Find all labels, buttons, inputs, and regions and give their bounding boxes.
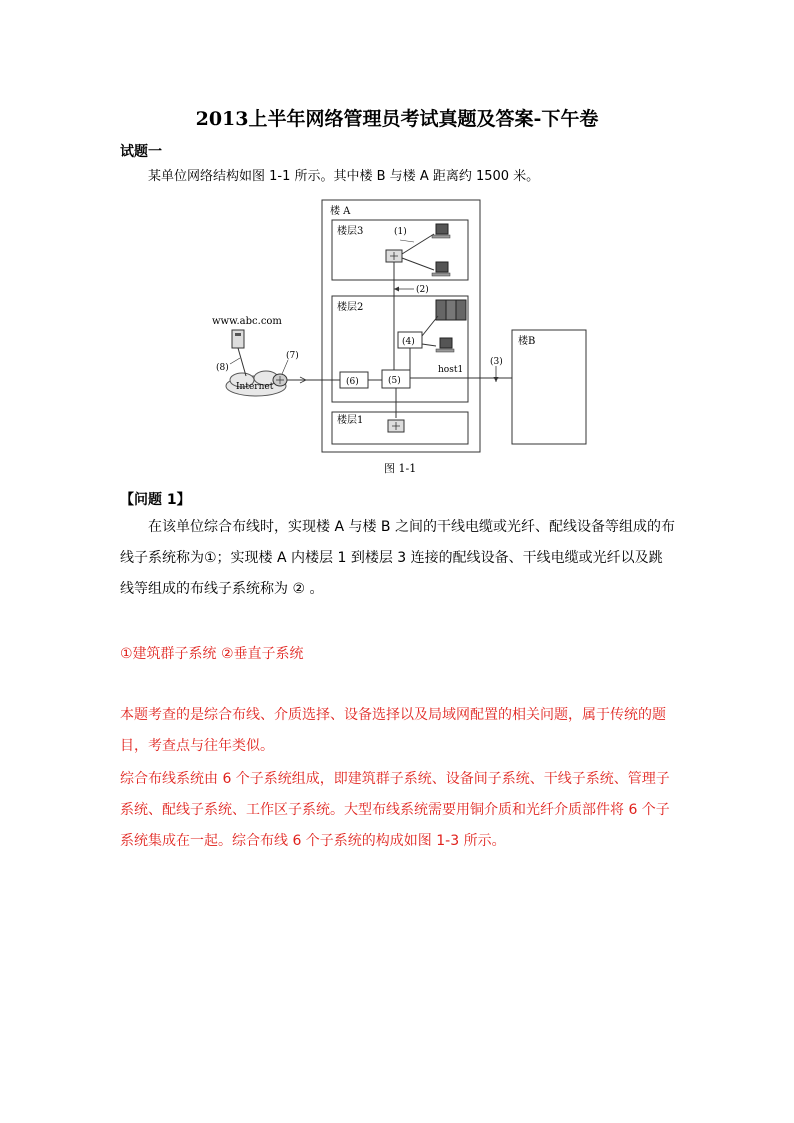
web-server-icon [232,330,244,348]
host1-label: host1 [438,365,464,375]
network-diagram [200,192,610,482]
answer-text: ①建筑群子系统 ②垂直子系统 [120,646,304,662]
marker-1: (1) [394,227,407,237]
question-label: 【问题 1】 [120,492,191,508]
floor1-label: 楼层1 [337,415,364,426]
document-title: 2013上半年网络管理员考试真题及答案-下午卷 [195,108,599,130]
question-text: 在该单位综合布线时，实现楼 A 与楼 B 之间的干线电缆或光纤、配线设备等组成的布线子系统称为①；实现楼 A 内楼层 1 到楼层 3 连接的配线设备、干线电缆或光纤以及跳线等组成的布线子系统称为 ② 。 [120,519,675,597]
intro-text: 某单位网络结构如图 1-1 所示。其中楼 B 与楼 A 距离约 1500 米。 [148,169,540,184]
marker-3: (3) [490,357,503,367]
building-a-label: 楼 A [330,206,351,217]
router-icon [273,374,287,386]
floor2-label: 楼层2 [337,302,364,313]
marker-6: (6) [346,377,359,387]
host1-pc-icon [436,338,454,352]
floor3-switch-icon [386,250,402,262]
building-b-box [512,330,586,444]
floor1-switch-icon [388,420,404,432]
marker-7: (7) [286,351,299,361]
marker-8: (8) [216,363,229,373]
marker-4: (4) [402,337,415,347]
building-b-label: 楼B [518,336,536,347]
explanation-paragraph-2: 综合布线系统由 6 个子系统组成，即建筑群子系统、设备间子系统、干线子系统、管理子系统、配线子系统、工作区子系统。大型布线系统需要用铜介质和光纤介质部件将 6 个子系统集成在一起。综合布线 6 个子系统的构成如图 1-3 所示。 [120,771,670,849]
marker-5: (5) [388,376,401,386]
www-label: www.abc.com [212,316,282,327]
figure-caption: 图 1-1 [384,462,417,475]
section-label: 试题一 [120,144,162,160]
server-rack-icon [436,300,466,320]
explanation-paragraph-1: 本题考查的是综合布线、介质选择、设备选择以及局域网配置的相关问题，属于传统的题目，考查点与往年类似。 [120,707,666,754]
internet-label: Internet [236,382,274,392]
floor3-label: 楼层3 [337,226,364,237]
floor3-pc-bottom-icon [432,262,450,276]
marker-2: (2) [416,285,429,295]
floor3-pc-top-icon [432,224,450,238]
